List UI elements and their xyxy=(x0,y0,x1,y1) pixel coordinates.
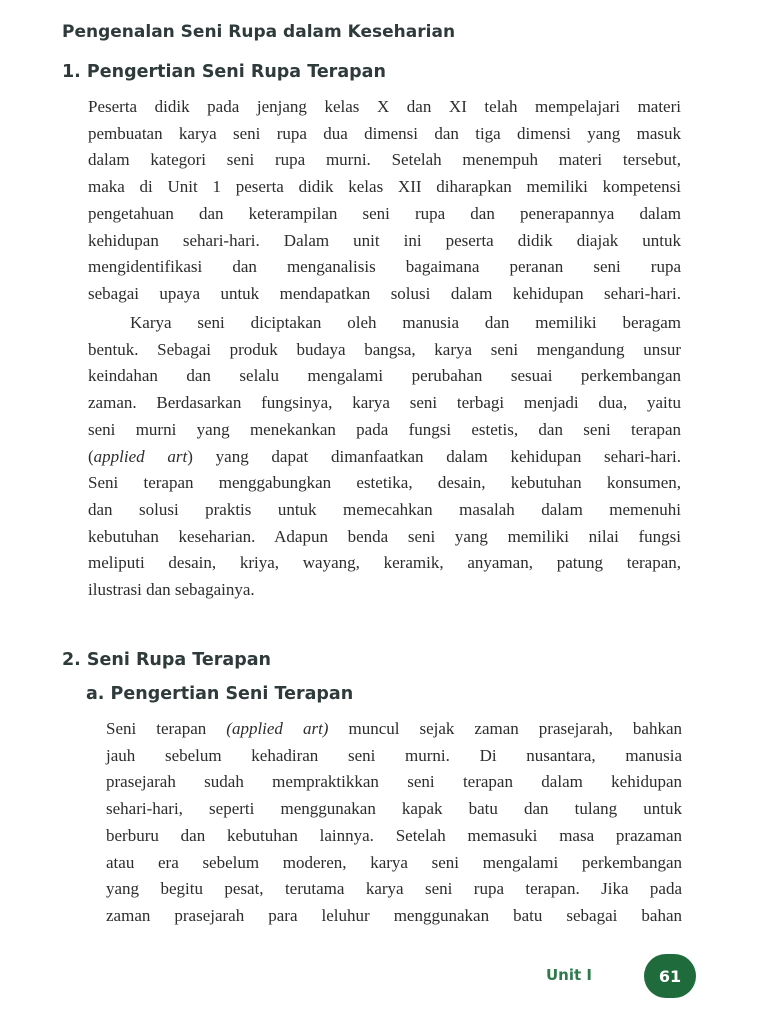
text-line xyxy=(106,716,682,743)
section-1-paragraph-2 xyxy=(88,310,681,604)
text-line: kebutuhan keseharian. Adapun benda seni yang memiliki nilai fungsi xyxy=(88,526,681,546)
text-line: berburu dan kebutuhan lainnya. Setelah memasuki masa prazaman xyxy=(106,825,682,845)
text-line: prasejarah sudah mempraktikkan seni terapan dalam kehidupan xyxy=(106,772,682,792)
text-line: atau era sebelum moderen, karya seni mengalami perkembangan xyxy=(106,852,682,872)
text-line: sebagai upaya untuk mendapatkan solusi dalam kehidupan sehari-hari. xyxy=(88,283,681,303)
text-line: yang begitu pesat, terutama karya seni rupa terapan. Jika pada xyxy=(106,879,682,899)
text-line: bentuk. Sebagai produk budaya bangsa, karya seni mengandung unsur xyxy=(88,339,681,359)
text-line: Karya seni diciptakan oleh manusia dan memiliki beragam xyxy=(130,313,681,332)
section-1-paragraph-1 xyxy=(88,94,681,308)
footer-unit-label: Unit I xyxy=(546,966,592,984)
text-line: zaman. Berdasarkan fungsinya, karya seni terbagi menjadi dua, yaitu xyxy=(88,393,681,413)
italic-term: (applied art) xyxy=(226,719,329,738)
text-line: meliputi desain, kriya, wayang, keramik, anyaman, patung terapan, xyxy=(88,553,681,573)
text-line: jauh sebelum kehadiran seni murni. Di nusantara, manusia xyxy=(106,745,682,765)
text-line: mengidentifikasi dan menganalisis bagaimana peranan seni rupa xyxy=(88,257,681,277)
paren-open: ( xyxy=(88,446,94,466)
section-2a-subheading: a. Pengertian Seni Terapan xyxy=(86,684,354,704)
page-number-badge xyxy=(644,954,696,998)
text-line: Peserta didik pada jenjang kelas X dan XI telah mempelajari materi xyxy=(88,97,681,116)
page-number: 61 xyxy=(658,966,682,986)
text-line: dan solusi praktis untuk memecahkan masalah dalam memenuhi xyxy=(88,499,681,519)
italic-term: applied art xyxy=(93,446,188,466)
text-line: zaman prasejarah para leluhur menggunakan batu sebagai bahan xyxy=(106,905,682,925)
text-line: seni murni yang menekankan pada fungsi estetis, dan seni terapan xyxy=(88,419,681,439)
text-line: ilustrasi dan sebagainya. xyxy=(88,580,255,600)
text-fragment: Seni terapan xyxy=(106,719,227,738)
section-1-heading: 1. Pengertian Seni Rupa Terapan xyxy=(62,62,386,82)
text-line: pengetahuan dan keterampilan seni rupa dan penerapannya dalam xyxy=(88,203,681,223)
text-line: sehari-hari, seperti menggunakan kapak batu dan tulang untuk xyxy=(106,799,682,819)
text-line xyxy=(88,444,681,471)
text-fragment: muncul sejak zaman prasejarah, bahkan xyxy=(328,719,682,738)
section-2-heading: 2. Seni Rupa Terapan xyxy=(62,650,272,670)
text-line: Seni terapan menggabungkan estetika, desain, kebutuhan konsumen, xyxy=(88,473,681,493)
text-fragment: ) yang dapat dimanfaatkan dalam kehidupan sehari-hari. xyxy=(187,446,681,466)
text-line: dalam kategori seni rupa murni. Setelah menempuh materi tersebut, xyxy=(88,150,681,170)
text-line: maka di Unit 1 peserta didik kelas XII diharapkan memiliki kompetensi xyxy=(88,177,681,197)
section-2a-paragraph xyxy=(106,716,682,930)
text-line: keindahan dan selalu mengalami perubahan sesuai perkembangan xyxy=(88,366,681,386)
page-title: Pengenalan Seni Rupa dalam Keseharian xyxy=(62,22,456,42)
text-line: kehidupan sehari-hari. Dalam unit ini peserta didik diajak untuk xyxy=(88,230,681,250)
text-line: pembuatan karya seni rupa dua dimensi dan tiga dimensi yang masuk xyxy=(88,123,681,143)
